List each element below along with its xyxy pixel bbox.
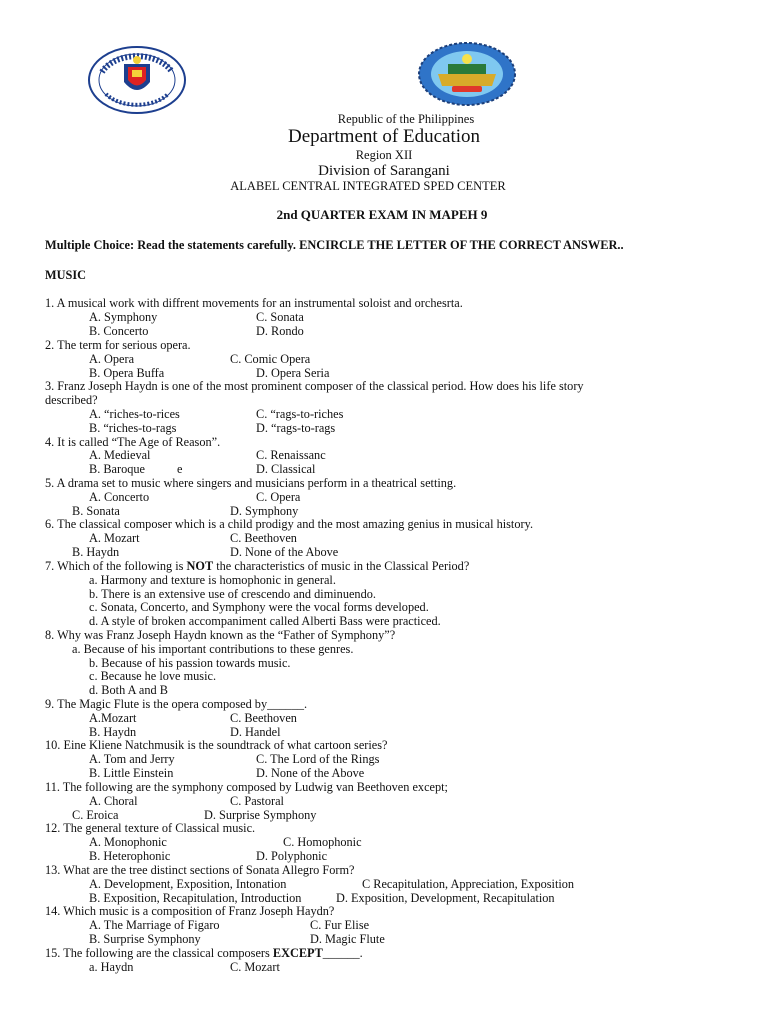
q7-text-not: NOT	[186, 559, 214, 573]
q14-option-b: B. Surprise Symphony	[89, 932, 201, 946]
q6-option-d: D. None of the Above	[230, 545, 339, 559]
q14-option-c: C. Fur Elise	[310, 918, 370, 932]
q3-option-d: D. “rags-to-rags	[256, 421, 336, 435]
q14-option-a: A. The Marriage of Figaro	[89, 918, 220, 932]
q8-option-a: a. Because of his important contributions to these genres.	[72, 642, 354, 656]
question-11: 11. The following are the symphony composed by Ludwig van Beethoven except;	[45, 780, 448, 794]
question-7	[45, 559, 469, 573]
q5-option-b: B. Sonata	[72, 504, 120, 518]
q4-option-a: A. Medieval	[89, 448, 151, 462]
q13-option-a: A. Development, Exposition, Intonation	[89, 877, 287, 891]
question-3-cont: described?	[45, 393, 98, 407]
q3-option-a: A. “riches-to-rices	[89, 407, 180, 421]
q10-option-d: D. None of the Above	[256, 766, 365, 780]
q15-text-post: ______.	[322, 946, 363, 960]
q11-option-d: D. Surprise Symphony	[204, 808, 317, 822]
question-15	[45, 946, 363, 960]
q8-option-c: c. Because he love music.	[89, 669, 217, 683]
school-seal-logo	[418, 42, 516, 106]
q10-option-b: B. Little Einstein	[89, 766, 174, 780]
question-8: 8. Why was Franz Joseph Haydn known as the “Father of Symphony”?	[45, 628, 396, 642]
question-6: 6. The classical composer which is a child prodigy and the most amazing genius in musical history.	[45, 517, 534, 531]
question-2: 2. The term for serious opera.	[45, 338, 191, 352]
q15-text-except: EXCEPT	[272, 946, 323, 960]
section-music: MUSIC	[45, 268, 86, 282]
q15-text-pre: 15. The following are the classical composers	[45, 946, 273, 960]
q14-option-d: D. Magic Flute	[310, 932, 385, 946]
q4-option-d: D. Classical	[256, 462, 316, 476]
q9-option-b: B. Haydn	[89, 725, 137, 739]
q13-option-d: D. Exposition, Development, Recapitulation	[336, 891, 555, 905]
deped-seal-logo	[88, 46, 186, 114]
q12-option-d: D. Polyphonic	[256, 849, 328, 863]
question-1: 1. A musical work with diffrent movements for an instrumental soloist and orchesrta.	[45, 296, 463, 310]
question-3: 3. Franz Joseph Haydn is one of the most prominent composer of the classical period. How does his life story	[45, 379, 584, 393]
q6-option-c: C. Beethoven	[230, 531, 297, 545]
q7-text-pre: 7. Which of the following is	[45, 559, 187, 573]
q4-stray-letter: e	[177, 462, 183, 476]
q9-option-c: C. Beethoven	[230, 711, 297, 725]
q9-option-d: D. Handel	[230, 725, 281, 739]
q2-option-c: C. Comic Opera	[230, 352, 311, 366]
q11-option-c-pastoral: C. Pastoral	[230, 794, 284, 808]
q3-option-c: C. “rags-to-riches	[256, 407, 344, 421]
q4-option-c: C. Renaissanc	[256, 448, 326, 462]
q13-option-b: B. Exposition, Recapitulation, Introduction	[89, 891, 302, 905]
question-13: 13. What are the tree distinct sections of Sonata Allegro Form?	[45, 863, 355, 877]
q5-option-c: C. Opera	[256, 490, 301, 504]
header-department: Department of Education	[287, 126, 481, 147]
q10-option-c: C. The Lord of the Rings	[256, 752, 380, 766]
q13-option-c: C Recapitulation, Appreciation, Exposition	[362, 877, 575, 891]
q11-option-c-eroica: C. Eroica	[72, 808, 119, 822]
q8-option-b: b. Because of his passion towards music.	[89, 656, 291, 670]
q12-option-b: B. Heterophonic	[89, 849, 171, 863]
q9-option-a: A.Mozart	[89, 711, 137, 725]
q1-option-c: C. Sonata	[256, 310, 304, 324]
question-5: 5. A drama set to music where singers and musicians perform in a theatrical setting.	[45, 476, 457, 490]
q7-option-a: a. Harmony and texture is homophonic in general.	[89, 573, 336, 587]
question-14: 14. Which music is a composition of Franz Joseph Haydn?	[45, 904, 335, 918]
q8-option-d: d. Both A and B	[89, 683, 168, 697]
header-school: ALABEL CENTRAL INTEGRATED SPED CENTER	[230, 179, 506, 193]
q10-option-a: A. Tom and Jerry	[89, 752, 175, 766]
q6-option-b: B. Haydn	[72, 545, 120, 559]
q15-option-a: a. Haydn	[89, 960, 134, 974]
q15-option-c: C. Mozart	[230, 960, 280, 974]
exam-title: 2nd QUARTER EXAM IN MAPEH 9	[276, 207, 488, 222]
question-12: 12. The general texture of Classical music.	[45, 821, 256, 835]
q3-option-b: B. “riches-to-rags	[89, 421, 177, 435]
header-republic: Republic of the Philippines	[337, 112, 475, 126]
instructions: Multiple Choice: Read the statements carefully. ENCIRCLE THE LETTER OF THE CORRECT ANSWER..	[45, 238, 624, 252]
q2-option-a: A. Opera	[89, 352, 135, 366]
header-division: Division of Sarangani	[318, 163, 450, 179]
q12-option-c: C. Homophonic	[283, 835, 362, 849]
q5-option-d: D. Symphony	[230, 504, 299, 518]
q1-option-d: D. Rondo	[256, 324, 304, 338]
question-9: 9. The Magic Flute is the opera composed by______.	[45, 697, 308, 711]
q12-option-a: A. Monophonic	[89, 835, 167, 849]
header-region: Region XII	[355, 148, 413, 162]
q7-option-c: c. Sonata, Concerto, and Symphony were the vocal forms developed.	[89, 600, 429, 614]
q1-option-b: B. Concerto	[89, 324, 149, 338]
q6-option-a: A. Mozart	[89, 531, 140, 545]
question-10: 10. Eine Kliene Natchmusik is the soundtrack of what cartoon series?	[45, 738, 388, 752]
q4-option-b: B. Baroque	[89, 462, 146, 476]
q11-option-a: A. Choral	[89, 794, 138, 808]
q2-option-d: D. Opera Seria	[256, 366, 330, 380]
question-4: 4. It is called “The Age of Reason”.	[45, 435, 221, 449]
q1-option-a: A. Symphony	[89, 310, 158, 324]
q7-option-d: d. A style of broken accompaniment called Alberti Bass were practiced.	[89, 614, 441, 628]
q5-option-a: A. Concerto	[89, 490, 150, 504]
q7-text-post: the characteristics of music in the Classical Period?	[213, 559, 470, 573]
q7-option-b: b. There is an extensive use of crescendo and diminuendo.	[89, 587, 376, 601]
q2-option-b: B. Opera Buffa	[89, 366, 165, 380]
